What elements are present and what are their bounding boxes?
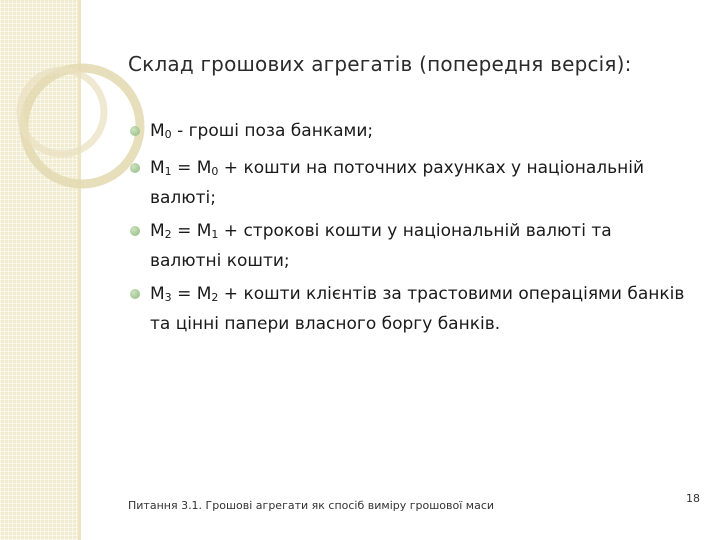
item-text: + строкові кошти у національній валюті та валютні кошти; bbox=[150, 221, 612, 271]
equation-mid-subscript: 1 bbox=[211, 228, 219, 241]
slide-footer: Питання 3.1. Грошові агрегати як спосіб виміру грошової маси bbox=[128, 499, 495, 512]
equation-mid-subscript: 2 bbox=[211, 291, 219, 304]
green-dot-icon bbox=[130, 289, 140, 299]
item-text: - гроші поза банками; bbox=[171, 121, 374, 141]
aggregate-subscript: 0 bbox=[164, 128, 172, 141]
green-dot-icon bbox=[130, 226, 140, 236]
slide-title: Склад грошових агрегатів (попередня версія): bbox=[128, 52, 632, 76]
item-text: + кошти на поточних рахунках у національній валюті; bbox=[150, 158, 645, 208]
list-item bbox=[128, 218, 688, 274]
list-item bbox=[128, 118, 688, 148]
aggregate-subscript: 1 bbox=[164, 165, 172, 178]
equation-mid: = M bbox=[171, 221, 212, 241]
green-dot-icon bbox=[130, 126, 140, 136]
item-text: + кошти клієнтів за трастовими операціями банків та цінні папери власного боргу банків. bbox=[150, 284, 685, 334]
equation-mid: = M bbox=[171, 158, 212, 178]
aggregate-label: M bbox=[150, 284, 165, 304]
equation-mid-subscript: 0 bbox=[211, 165, 219, 178]
page-number: 18 bbox=[686, 492, 700, 505]
aggregate-label: M bbox=[150, 221, 165, 241]
green-dot-icon bbox=[130, 163, 140, 173]
aggregate-label: M bbox=[150, 158, 165, 178]
aggregate-label: M bbox=[150, 121, 165, 141]
aggregate-subscript: 2 bbox=[164, 228, 172, 241]
list-item bbox=[128, 155, 688, 211]
list-item bbox=[128, 281, 688, 337]
aggregates-list bbox=[128, 118, 688, 344]
aggregate-subscript: 3 bbox=[164, 291, 172, 304]
equation-mid: = M bbox=[171, 284, 212, 304]
